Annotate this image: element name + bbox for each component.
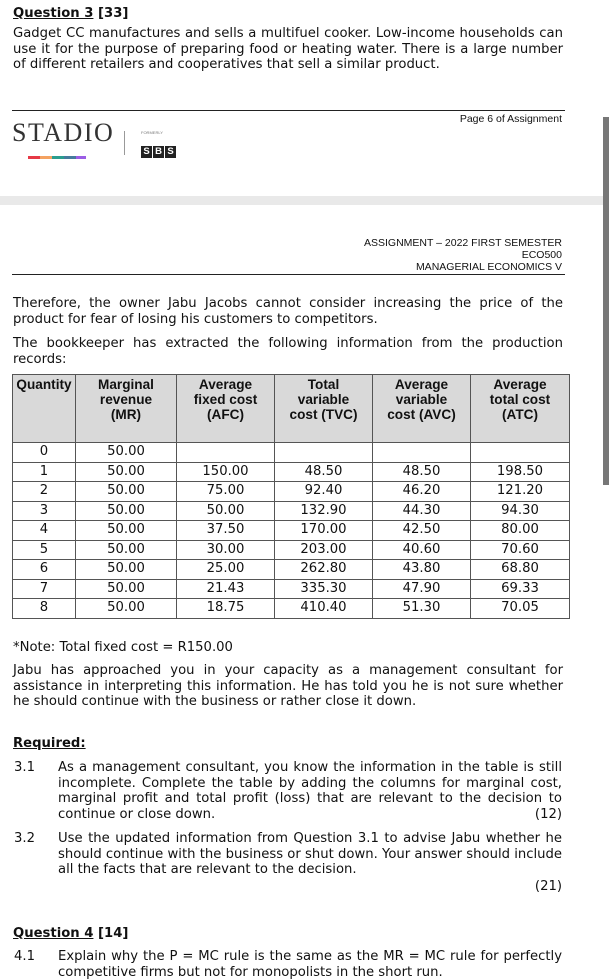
table-cell: 7 xyxy=(13,579,76,599)
table-cell: 40.60 xyxy=(373,540,471,560)
formerly-label: FORMERLY xyxy=(141,130,163,135)
table-cell: 70.05 xyxy=(471,599,570,619)
table-cell: 46.20 xyxy=(373,482,471,502)
table-cell: 69.33 xyxy=(471,579,570,599)
table-cell: 1 xyxy=(13,462,76,482)
stadio-logo-text: STADIO xyxy=(12,118,115,147)
table-cell: 48.50 xyxy=(373,462,471,482)
table-cell: 8 xyxy=(13,599,76,619)
question-4-title xyxy=(13,926,128,942)
table-cell: 0 xyxy=(13,443,76,463)
question-3-marks: [33] xyxy=(98,6,129,21)
table-row xyxy=(13,579,570,599)
question-3-label: Question 3 xyxy=(13,6,94,21)
table-cell: 4 xyxy=(13,521,76,541)
item-3-1-text: As a management consultant, you know the information in the table is still incomplete. Complete the table by adding the columns for marginal cost, marginal profit and total profit (loss) that are relevant to the decision to continue or close down. xyxy=(58,760,562,822)
page-break xyxy=(0,196,609,205)
table-row xyxy=(13,540,570,560)
table-cell: 75.00 xyxy=(177,482,275,502)
table-cell: 47.90 xyxy=(373,579,471,599)
table-cell xyxy=(471,443,570,463)
header-atc: Average total cost (ATC) xyxy=(471,375,570,443)
table-cell: 5 xyxy=(13,540,76,560)
table-cell: 262.80 xyxy=(275,560,373,580)
table-row xyxy=(13,521,570,541)
table-row xyxy=(13,462,570,482)
production-table xyxy=(12,374,570,619)
table-cell: 70.60 xyxy=(471,540,570,560)
logo-divider xyxy=(124,131,125,155)
table-cell xyxy=(373,443,471,463)
table-cell: 44.30 xyxy=(373,501,471,521)
table-cell: 37.50 xyxy=(177,521,275,541)
item-3-2-marks: (21) xyxy=(534,879,562,894)
table-cell: 170.00 xyxy=(275,521,373,541)
required-heading: Required: xyxy=(13,736,86,751)
table-cell: 42.50 xyxy=(373,521,471,541)
table-row xyxy=(13,560,570,580)
header-afc: Average fixed cost (AFC) xyxy=(177,375,275,443)
header-rule-top xyxy=(12,110,565,111)
table-cell: 18.75 xyxy=(177,599,275,619)
header-avc: Average variable cost (AVC) xyxy=(373,375,471,443)
table-cell: 50.00 xyxy=(177,501,275,521)
table-row xyxy=(13,599,570,619)
question-4-label: Question 4 xyxy=(13,926,94,941)
module-code: ECO500 xyxy=(521,249,562,261)
table-cell: 6 xyxy=(13,560,76,580)
table-cell: 50.00 xyxy=(76,501,177,521)
table-cell: 94.30 xyxy=(471,501,570,521)
table-cell: 50.00 xyxy=(76,482,177,502)
header-quantity: Quantity xyxy=(13,375,76,443)
table-cell: 50.00 xyxy=(76,599,177,619)
sbs-letter: B xyxy=(153,146,164,158)
table-cell xyxy=(177,443,275,463)
module-name: MANAGERIAL ECONOMICS V xyxy=(415,261,562,273)
table-cell: 203.00 xyxy=(275,540,373,560)
sbs-letter: S xyxy=(165,146,176,158)
item-4-1-number: 4.1 xyxy=(14,949,35,964)
stadio-underline-icon xyxy=(28,156,86,160)
scrollbar[interactable] xyxy=(603,117,609,485)
table-cell: 198.50 xyxy=(471,462,570,482)
header-mr: Marginal revenue (MR) xyxy=(76,375,177,443)
table-cell: 30.00 xyxy=(177,540,275,560)
question-3-intro: Gadget CC manufactures and sells a multifuel cooker. Low-income households can use it for the purpose of preparing food or heating water. There is a large number of different retailers and cooperatives that sell a similar product. xyxy=(13,26,563,72)
page-number: Page 6 of Assignment xyxy=(459,113,562,125)
table-cell: 2 xyxy=(13,482,76,502)
table-cell: 410.40 xyxy=(275,599,373,619)
table-header-row xyxy=(13,375,570,443)
table-cell: 132.90 xyxy=(275,501,373,521)
table-cell: 48.50 xyxy=(275,462,373,482)
assignment-line: ASSIGNMENT – 2022 FIRST SEMESTER xyxy=(363,237,562,249)
paragraph-consultant: Jabu has approached you in your capacity as a management consultant for assistance in interpreting this information. He has told you he is not sure whether he should continue with the business or rather close it down. xyxy=(13,663,563,709)
paragraph-pricing: Therefore, the owner Jabu Jacobs cannot consider increasing the price of the product for fear of losing his customers to competitors. xyxy=(13,296,563,327)
sbs-logo xyxy=(141,143,177,159)
item-3-2-number: 3.2 xyxy=(14,831,35,846)
table-cell: 92.40 xyxy=(275,482,373,502)
table-row xyxy=(13,482,570,502)
table-cell: 50.00 xyxy=(76,560,177,580)
question-4-marks: [14] xyxy=(98,926,129,941)
table-row xyxy=(13,501,570,521)
table-cell xyxy=(275,443,373,463)
table-cell: 3 xyxy=(13,501,76,521)
item-3-2-text: Use the updated information from Question 3.1 to advise Jabu whether he should continue with the business or shut down. Your answer should include all the facts that are relevant to the decision. xyxy=(58,831,562,877)
item-3-1-marks: (12) xyxy=(534,807,562,822)
sbs-letter: S xyxy=(141,146,152,158)
paragraph-bookkeeper: The bookkeeper has extracted the following information from the production records: xyxy=(13,336,563,367)
table-row xyxy=(13,443,570,463)
header-tvc: Total variable cost (TVC) xyxy=(275,375,373,443)
table-cell: 50.00 xyxy=(76,462,177,482)
table-cell: 25.00 xyxy=(177,560,275,580)
table-cell: 51.30 xyxy=(373,599,471,619)
table-cell: 50.00 xyxy=(76,443,177,463)
assignment-header xyxy=(364,237,562,273)
table-cell: 21.43 xyxy=(177,579,275,599)
table-cell: 50.00 xyxy=(76,540,177,560)
table-cell: 50.00 xyxy=(76,521,177,541)
table-cell: 335.30 xyxy=(275,579,373,599)
table-cell: 80.00 xyxy=(471,521,570,541)
table-cell: 68.80 xyxy=(471,560,570,580)
table-cell: 121.20 xyxy=(471,482,570,502)
header-rule-bottom xyxy=(12,274,565,275)
table-cell: 43.80 xyxy=(373,560,471,580)
item-3-1-number: 3.1 xyxy=(14,760,35,775)
item-4-1-text: Explain why the P = MC rule is the same as the MR = MC rule for perfectly competitive firms but not for monopolists in the short run. xyxy=(58,949,562,980)
table-cell: 150.00 xyxy=(177,462,275,482)
table-note: *Note: Total fixed cost = R150.00 xyxy=(13,640,233,655)
question-3-title xyxy=(13,6,128,22)
table-cell: 50.00 xyxy=(76,579,177,599)
stadio-logo xyxy=(12,118,115,165)
